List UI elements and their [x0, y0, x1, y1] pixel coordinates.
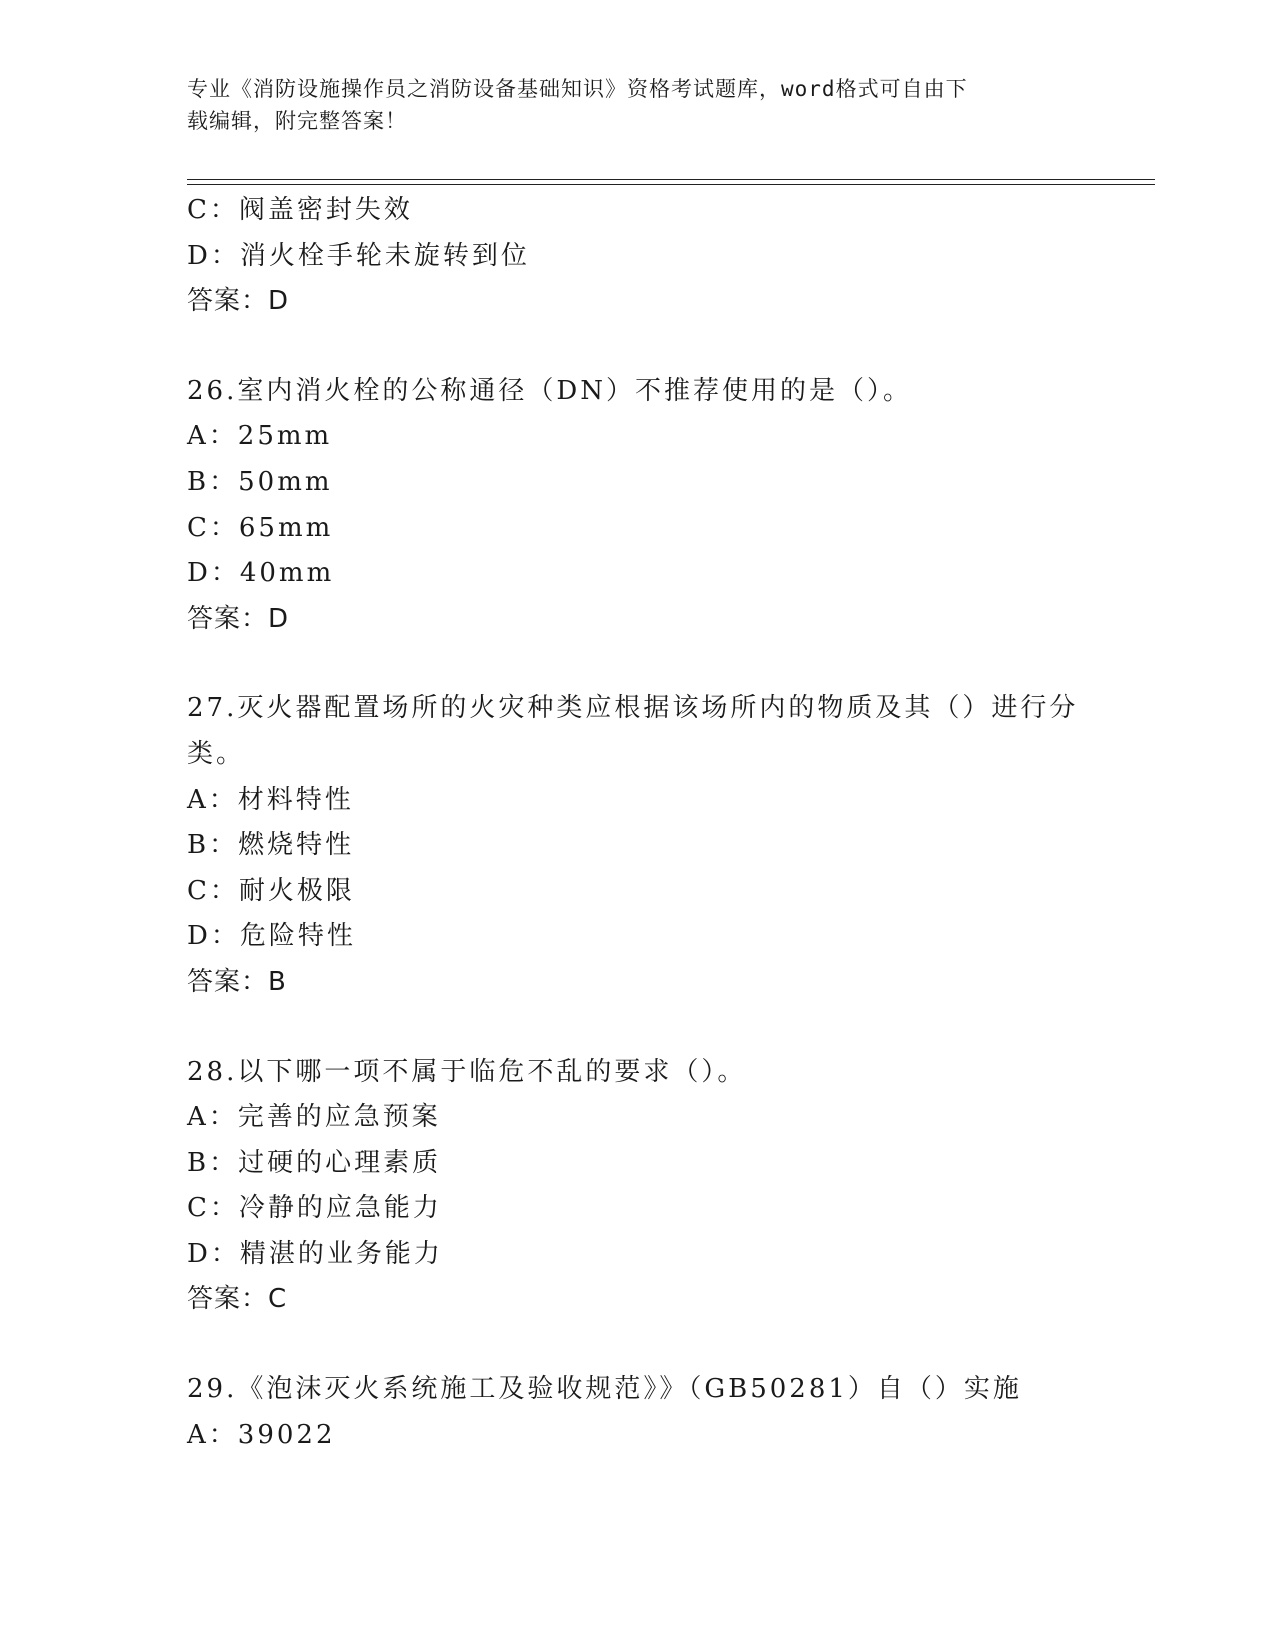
option-a: A：完善的应急预案: [187, 1102, 441, 1133]
question-29: [187, 1367, 1087, 1458]
answer-line: 答案：D: [187, 603, 290, 634]
question-list: [187, 188, 1087, 1458]
option-a: A：39022: [187, 1419, 336, 1450]
option-c: C：65mm: [187, 512, 334, 543]
option-d: D：消火栓手轮未旋转到位: [187, 240, 530, 271]
question-stem: 27.灭火器配置场所的火灾种类应根据该场所内的物质及其（）进行分: [187, 693, 1079, 724]
option-b: B：50mm: [187, 466, 333, 497]
option-c: C：耐火极限: [187, 875, 355, 906]
continued-question: [187, 188, 1087, 325]
header-rule-bottom: [187, 184, 1155, 185]
header-line-2: 载编辑，附完整答案！: [187, 109, 407, 133]
option-c: C：冷静的应急能力: [187, 1193, 442, 1224]
answer-line: 答案：C: [187, 1284, 288, 1315]
spacer: [187, 1006, 1087, 1050]
option-a: A：25mm: [187, 421, 333, 452]
question-28: [187, 1050, 1087, 1324]
question-stem: 26.室内消火栓的公称通径（DN）不推荐使用的是（）。: [187, 375, 912, 406]
spacer: [187, 1323, 1087, 1367]
question-26: [187, 369, 1087, 643]
question-stem-continued: 类。: [187, 738, 246, 769]
answer-line: 答案：D: [187, 286, 290, 317]
option-c: C：阀盖密封失效: [187, 195, 413, 225]
spacer: [187, 325, 1087, 369]
option-d: D：精湛的业务能力: [187, 1238, 443, 1269]
option-b: B：过硬的心理素质: [187, 1147, 442, 1178]
answer-line: 答案：B: [187, 966, 287, 997]
header-rule-top: [187, 179, 1155, 180]
question-stem: 28.以下哪一项不属于临危不乱的要求（）。: [187, 1056, 747, 1087]
header-line-1: 专业《消防设施操作员之消防设备基础知识》资格考试题库，word格式可自由下: [187, 77, 968, 101]
question-stem: 29.《泡沫灭火系统施工及验收规范》》（GB50281）自（）实施: [187, 1374, 1022, 1405]
document-header: [187, 73, 1067, 137]
spacer: [187, 642, 1087, 686]
question-27: [187, 686, 1087, 1005]
option-a: A：材料特性: [187, 784, 354, 815]
option-d: D：40mm: [187, 558, 335, 589]
option-b: B：燃烧特性: [187, 830, 355, 861]
option-d: D：危险特性: [187, 921, 356, 952]
